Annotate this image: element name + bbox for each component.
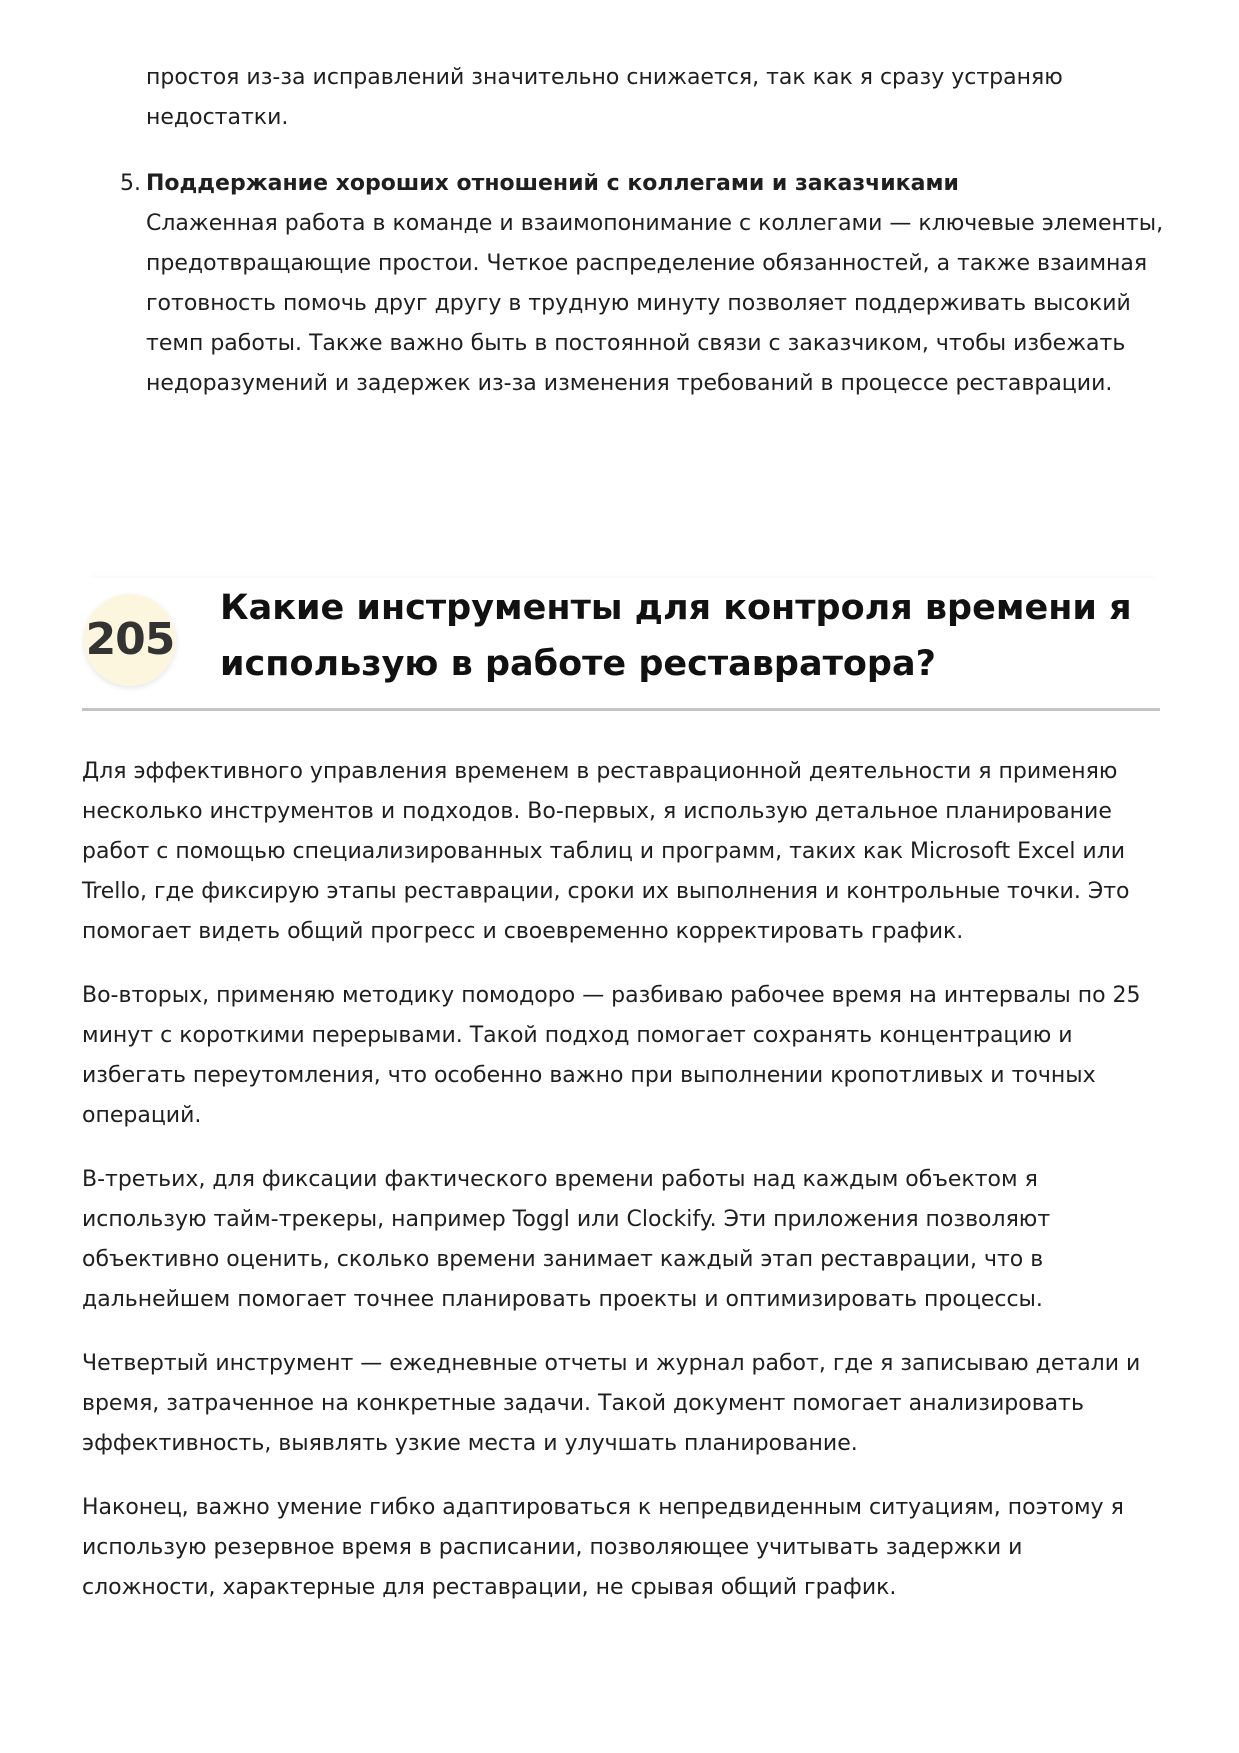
answer-body [82,752,1162,1632]
question-title: Какие инструменты для контроля времени я использую в работе реставратора? [220,588,1132,684]
question-header [82,578,1160,711]
list-item-title: Поддержание хороших отношений с коллегами и заказчиками [146,171,959,196]
answer-paragraph: Наконец, важно умение гибко адаптироваться к непредвиденным ситуациям, поэтому я использую резервное время в расписании, позволяющее учитывать задержки и сложности, характерные для реставрации, не срывая общий график. [82,1495,1124,1600]
answer-paragraph: Во-вторых, применяю методику помодоро — разбиваю рабочее время на интервалы по 25 минут с короткими перерывами. Такой подход помогает сохранять концентрацию и избегать переутомления, что особенно важно при выполнении кропотливых и точных операций. [82,983,1141,1128]
continuation-text: простоя из-за исправлений значительно снижается, так как я сразу устраняю недостатки. [146,65,1063,130]
answer-paragraph: В-третьих, для фиксации фактического времени работы над каждым объектом я использую тайм-трекеры, например Toggl или Clockify. Эти приложения позволяют объективно оценить, сколько времени занимает каждый этап реставрации, что в дальнейшем помогает точнее планировать проекты и оптимизировать процессы. [82,1167,1051,1312]
answer-paragraph: Для эффективного управления временем в реставрационной деятельности я применяю несколько инструментов и подходов. Во-первых, я использую детальное планирование работ с помощью специализированных таблиц и программ, таких как Microsoft Excel или Trello, где фиксирую этапы реставрации, сроки их выполнения и контрольные точки. Это помогает видеть общий прогресс и своевременно корректировать график. [82,759,1130,944]
list-item-body [146,164,1186,404]
question-number: 205 [85,614,175,665]
answer-paragraph: Четвертый инструмент — ежедневные отчеты и журнал работ, где я записываю детали и время, затраченное на конкретные задачи. Такой документ помогает анализировать эффективность, выявлять узкие места и улучшать планирование. [82,1351,1141,1456]
list-item-number: 5. [120,171,141,196]
list-item-text: Слаженная работа в команде и взаимопонимание с коллегами — ключевые элементы, предотвращающие простои. Четкое распределение обязанностей, а также взаимная готовность помочь друг другу в трудную минуту позволяет поддерживать высокий темп работы. Также важно быть в постоянной связи с заказчиком, чтобы избежать недоразумений и задержек из-за изменения требований в процессе реставрации. [146,211,1164,396]
